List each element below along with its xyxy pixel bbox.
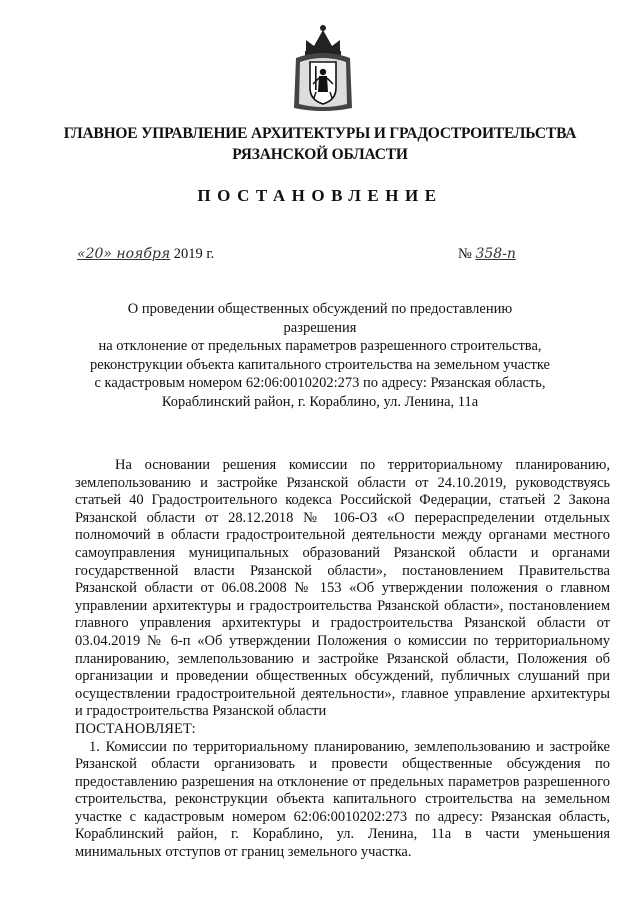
document-type: ПОСТАНОВЛЕНИЕ	[197, 186, 443, 205]
document-subject	[90, 300, 550, 412]
item-1-paragraph: 1. Комиссии по территориальному планированию, землепользованию и застройке Рязанской области организовать и провести общественные обсуждения по предоставлению разрешения на отклонение от предельных параметров разрешенного строительства, реконструкции объекта капитального строительства на земельном участке с кадастровым номером 62:06:0010202:273 по адресу: Рязанская область, Кораблинский район, г. Кораблино, ул. Ленина, 11а в части уменьшения минимальных отступов от границ земельного участка.	[75, 738, 610, 861]
subject-line: реконструкции объекта капитального строительства на земельном участке	[90, 356, 550, 373]
coat-of-arms-icon	[290, 22, 356, 114]
subject-line: с кадастровым номером 62:06:0010202:273 по адресу: Рязанская область,	[94, 375, 546, 392]
date-year: 2019 г.	[173, 246, 215, 262]
number-prefix: №	[458, 246, 472, 262]
decree-word: ПОСТАНОВЛЯЕТ:	[75, 720, 196, 737]
org-line-2: РЯЗАНСКОЙ ОБЛАСТИ	[232, 146, 408, 163]
preamble-paragraph: На основании решения комиссии по территориальному планированию, землепользованию и застройке Рязанской области от 24.10.2019, руководствуясь статьей 40 Градостроительного кодекса Российской Федерации, статьей 2 Закона Рязанской области от 28.12.2018 № 106-ОЗ «О перераспределении отдельных полномочий в области градостроительной деятельности между органами местного самоуправления муниципальных образований Рязанской области и органами государственной власти Рязанской области», постановлением Правительства Рязанской области от 06.08.2008 № 153 «Об утверждении положения о главном управлении архитектуры и градостроительства Рязанской области», постановлением главного управления архитектуры и градостроительства Рязанской области от 03.04.2019 № 6-п «Об утверждении Положения о комиссии по территориальному планированию, землепользованию и застройке Рязанской области, Положения об организации и проведении общественных обсуждений, публичных слушаний при осуществлении градостроительной деятельности», главное управление архитектуры и градостроительства Рязанской области	[75, 457, 610, 720]
handwritten-number: 358-п	[475, 246, 516, 262]
document-date	[77, 246, 214, 263]
subject-line: Кораблинский район, г. Кораблино, ул. Ленина, 11а	[161, 393, 479, 410]
handwritten-date: «20» ноября	[77, 246, 171, 262]
document-body	[75, 457, 610, 862]
organization-name	[40, 123, 600, 165]
document-number	[458, 246, 565, 263]
subject-line: на отклонение от предельных параметров разрешенного строительства,	[98, 338, 542, 355]
subject-line: О проведении общественных обсуждений по предоставлению разрешения	[127, 301, 513, 336]
org-line-1: ГЛАВНОЕ УПРАВЛЕНИЕ АРХИТЕКТУРЫ И ГРАДОСТРОИТЕЛЬСТВА	[63, 125, 577, 142]
